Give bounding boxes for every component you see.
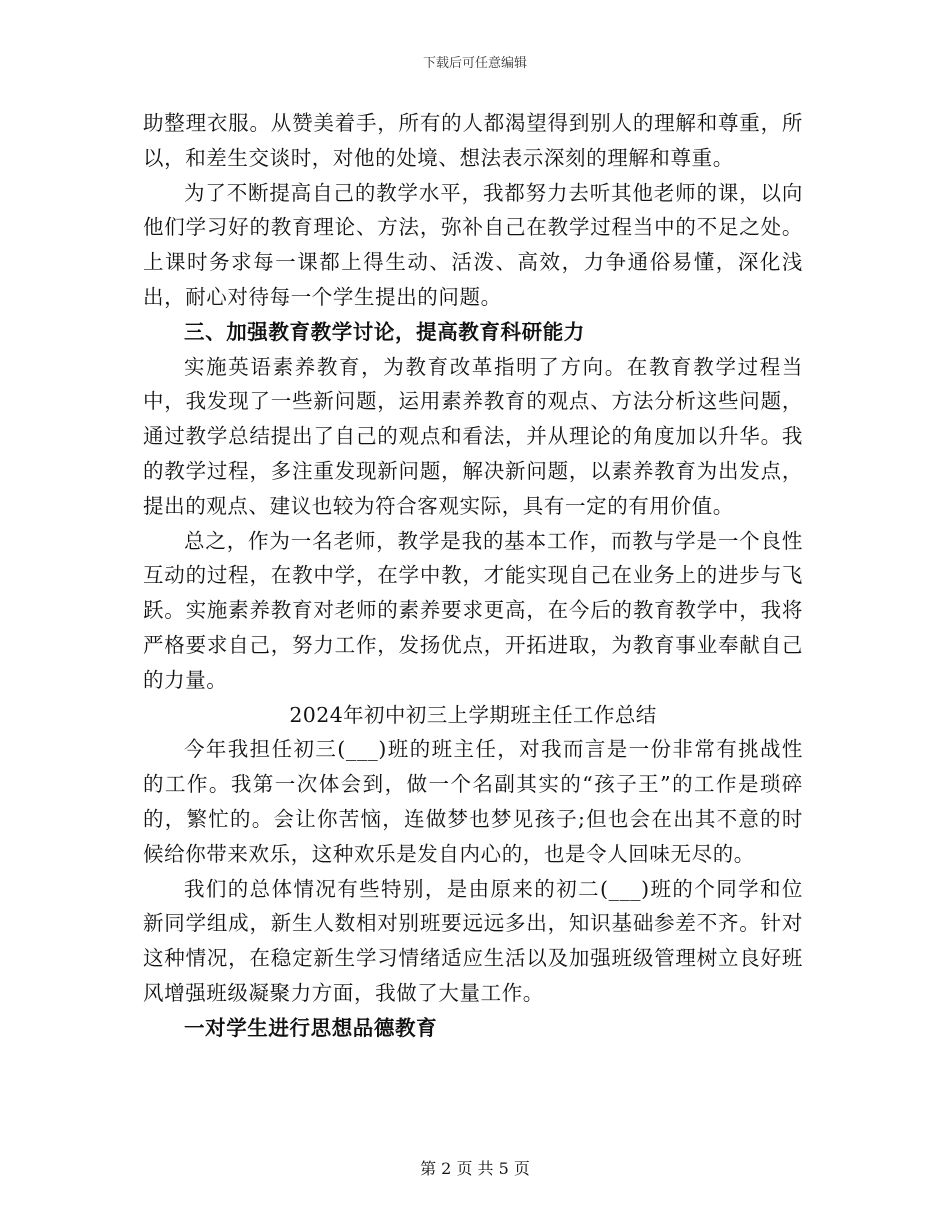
page-header: 下载后可任意编辑	[422, 56, 527, 71]
paragraph-5: 今年我担任初三(___)班的班主任，对我而言是一份非常有挑战性的工作。我第一次体会到，做一个名副其实的“孩子王”的工作是琐碎的，繁忙的。会让你苦恼，连做梦也梦见孩子;但也会在出其不意的时候给你带来欢乐，这种欢乐是发自内心的，也是令人回味无尽的。	[143, 737, 803, 866]
paragraph-6: 我们的总体情况有些特别，是由原来的初二(___)班的个同学和位新同学组成，新生人数相对别班要远远多出，知识基础参差不齐。针对这种情况，在稳定新生学习情绪适应生活以及加强班级管理树立良好班风增强班级凝聚力方面，我做了大量工作。	[143, 876, 803, 1005]
paragraph-3: 实施英语素养教育，为教育改革指明了方向。在教育教学过程当中，我发现了一些新问题，运用素养教育的观点、方法分析这些问题，通过教学总结提出了自己的观点和看法，并从理论的角度加以升华。我的教学过程，多注重发现新问题，解决新问题，以素养教育为出发点，提出的观点、建议也较为符合客观实际，具有一定的有用价值。	[143, 354, 803, 518]
paragraph-2: 为了不断提高自己的教学水平，我都努力去听其他老师的课，以向他们学习好的教育理论、方法，弥补自己在教学过程当中的不足之处。上课时务求每一课都上得生动、活泼、高效，力争通俗易懂，深化浅出，耐心对待每一个学生提出的问题。	[143, 180, 803, 309]
page-footer: 第 2 页 共 5 页	[420, 1159, 530, 1178]
section-heading-1: 一对学生进行思想品德教育	[184, 1015, 438, 1040]
paragraph-4: 总之，作为一名老师，教学是我的基本工作，而教与学是一个良性互动的过程，在教中学，在学中教，才能实现自己在业务上的进步与飞跃。实施素养教育对老师的素养要求更高，在今后的教育教学中，我将严格要求自己，努力工作，发扬优点，开拓进取，为教育事业奉献自己的力量。	[143, 528, 803, 692]
paragraph-1: 助整理衣服。从赞美着手，所有的人都渴望得到别人的理解和尊重，所以，和差生交谈时，对他的处境、想法表示深刻的理解和尊重。	[143, 111, 803, 170]
section-heading-3: 三、加强教育教学讨论，提高教育科研能力	[184, 319, 585, 344]
document-title: 2024年初中初三上学期班主任工作总结	[289, 702, 657, 727]
document-body	[143, 106, 803, 1046]
